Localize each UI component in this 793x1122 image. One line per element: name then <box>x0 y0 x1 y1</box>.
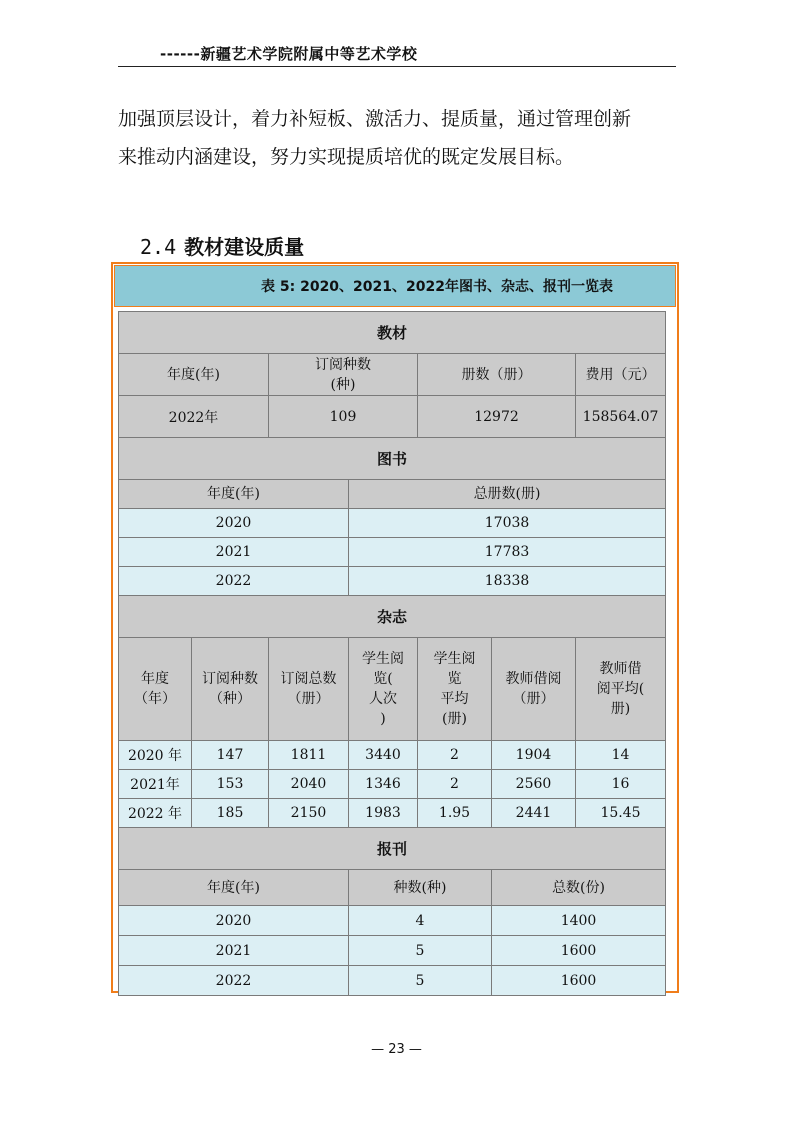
table-row <box>119 741 666 770</box>
table-row <box>119 799 666 828</box>
newspapers-cell-types: 5 <box>349 966 492 996</box>
magazines-header-student-reads: 学生阅 览( 人次 ) <box>349 638 418 741</box>
running-header: ------新疆艺术学院附属中等艺术学校 <box>160 45 418 63</box>
magazines-cell: 1904 <box>492 741 576 770</box>
table-row <box>119 509 666 538</box>
magazines-cell: 2560 <box>492 770 576 799</box>
textbooks-section-title: 教材 <box>119 312 666 354</box>
books-header-year: 年度(年) <box>119 480 349 509</box>
magazines-cell: 2 <box>418 741 492 770</box>
table-row <box>119 538 666 567</box>
magazines-header-types: 订阅种数 （种） <box>192 638 269 741</box>
textbooks-cell-volumes: 12972 <box>418 396 576 438</box>
magazines-cell: 2 <box>418 770 492 799</box>
textbooks-header-year: 年度(年) <box>119 354 269 396</box>
textbooks-cell-types: 109 <box>269 396 418 438</box>
section-title: 教材建设质量 <box>184 235 305 259</box>
textbooks-cell-year: 2022年 <box>119 396 269 438</box>
magazines-cell: 2150 <box>269 799 349 828</box>
header-rule <box>118 66 676 67</box>
magazines-cell: 2020 年 <box>119 741 192 770</box>
textbooks-header-cost: 费用（元） <box>576 354 666 396</box>
intro-line-2: 来推动内涵建设，努力实现提质培优的既定发展目标。 <box>118 146 575 168</box>
magazines-cell: 1346 <box>349 770 418 799</box>
newspapers-header-types: 种数(种) <box>349 870 492 906</box>
page-number: — 23 — <box>371 1042 422 1057</box>
newspapers-cell-year: 2021 <box>119 936 349 966</box>
magazines-cell: 2022 年 <box>119 799 192 828</box>
textbooks-cell-cost: 158564.07 <box>576 396 666 438</box>
magazines-cell: 15.45 <box>576 799 666 828</box>
newspapers-cell-year: 2022 <box>119 966 349 996</box>
newspapers-header-year: 年度(年) <box>119 870 349 906</box>
newspapers-cell-types: 4 <box>349 906 492 936</box>
intro-line-1: 加强顶层设计，着力补短板、激活力、提质量，通过管理创新 <box>118 108 632 130</box>
section-heading <box>140 231 304 260</box>
magazines-header-total: 订阅总数 （册） <box>269 638 349 741</box>
magazines-cell: 1983 <box>349 799 418 828</box>
magazines-cell: 153 <box>192 770 269 799</box>
magazines-cell: 2040 <box>269 770 349 799</box>
table-row <box>119 906 666 936</box>
table-row <box>119 936 666 966</box>
textbooks-header-types: 订阅种数 (种) <box>269 354 418 396</box>
newspapers-cell-types: 5 <box>349 936 492 966</box>
table-caption: 表 5: 2020、2021、2022年图书、杂志、报刊一览表 <box>114 265 676 307</box>
intro-paragraph <box>118 100 688 176</box>
books-cell-total: 17038 <box>349 509 666 538</box>
magazines-header-year: 年度 （年） <box>119 638 192 741</box>
magazines-cell: 14 <box>576 741 666 770</box>
newspapers-header-total: 总数(份) <box>492 870 666 906</box>
magazines-cell: 3440 <box>349 741 418 770</box>
textbooks-header-volumes: 册数（册） <box>418 354 576 396</box>
magazines-cell: 185 <box>192 799 269 828</box>
magazines-header-teacher-avg: 教师借 阅平均( 册) <box>576 638 666 741</box>
books-cell-year: 2022 <box>119 567 349 596</box>
magazines-cell: 2441 <box>492 799 576 828</box>
magazines-cell: 1.95 <box>418 799 492 828</box>
magazines-cell: 2021年 <box>119 770 192 799</box>
newspapers-cell-year: 2020 <box>119 906 349 936</box>
newspapers-cell-total: 1600 <box>492 966 666 996</box>
books-cell-year: 2021 <box>119 538 349 567</box>
resources-table <box>118 311 666 996</box>
magazines-section-title: 杂志 <box>119 596 666 638</box>
table-row <box>119 770 666 799</box>
table-row <box>119 966 666 996</box>
books-cell-total: 18338 <box>349 567 666 596</box>
magazines-cell: 16 <box>576 770 666 799</box>
newspapers-cell-total: 1400 <box>492 906 666 936</box>
books-cell-total: 17783 <box>349 538 666 567</box>
section-number: 2.4 <box>140 235 177 259</box>
books-header-total: 总册数(册) <box>349 480 666 509</box>
newspapers-cell-total: 1600 <box>492 936 666 966</box>
table-row <box>119 567 666 596</box>
newspapers-section-title: 报刊 <box>119 828 666 870</box>
magazines-header-student-avg: 学生阅 览 平均 (册) <box>418 638 492 741</box>
magazines-cell: 1811 <box>269 741 349 770</box>
books-cell-year: 2020 <box>119 509 349 538</box>
magazines-cell: 147 <box>192 741 269 770</box>
magazines-header-teacher-borrow: 教师借阅 （册） <box>492 638 576 741</box>
books-section-title: 图书 <box>119 438 666 480</box>
